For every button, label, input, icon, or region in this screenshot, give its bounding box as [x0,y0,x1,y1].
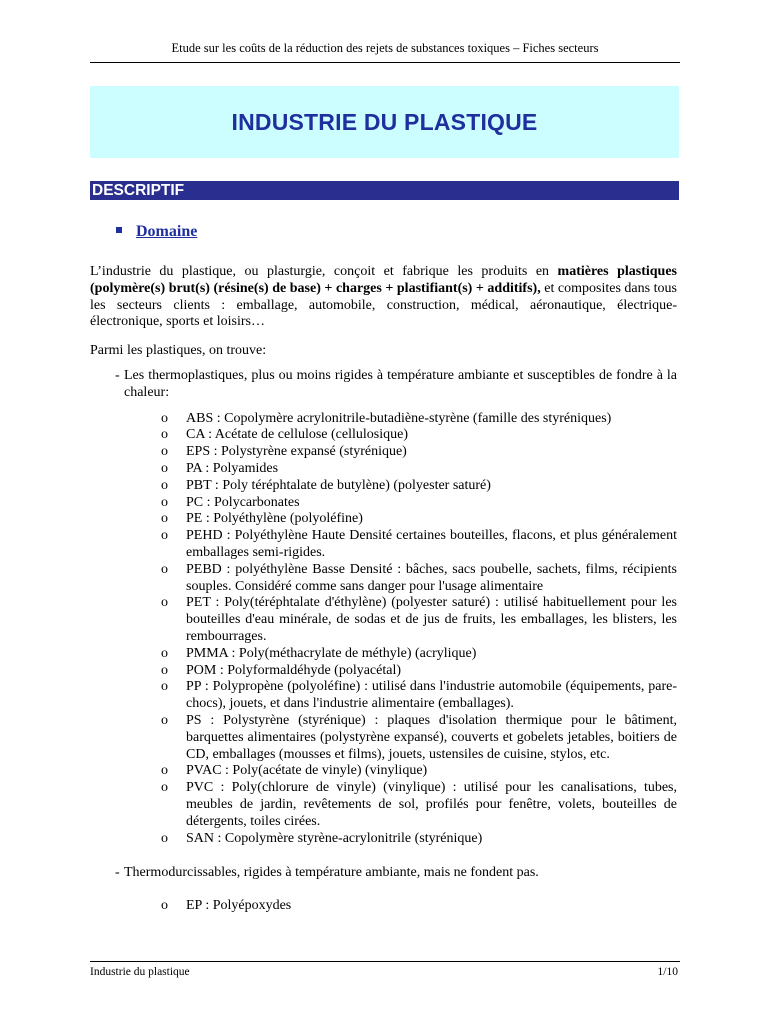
list-item [90,444,677,461]
circle-bullet-icon: o [161,830,168,846]
list-item-text: PA : Polyamides [186,460,279,476]
list-item-text: PEBD : polyéthylène Basse Densité : bâches, sacs poubelle, sachets, films, récipients souples. Considéré comme sans danger pour l'usage alimentaire [186,561,677,594]
thermoplastiques-list [90,411,677,848]
circle-bullet-icon: o [161,410,168,426]
intro-paragraph [90,264,677,331]
list-intro: Parmi les plastiques, on trouve: [90,343,267,359]
header-divider [90,62,680,63]
intro-text-2: et composites dans tous les secteurs clients : emballage, automobile, construction, médical, aéronautique, électrique-électronique, sports et loisirs… [90,280,677,330]
list-item-text: PE : Polyéthylène (polyoléfine) [186,511,363,527]
list-item [90,495,677,512]
circle-bullet-icon: o [161,460,168,476]
dash-marker: - [115,865,120,881]
footer-title: Industrie du plastique [90,966,190,978]
page-title: INDUSTRIE DU PLASTIQUE [231,108,538,135]
circle-bullet-icon: o [161,595,168,611]
circle-bullet-icon: o [161,763,168,779]
list-item-text: EP : Polyépoxydes [186,898,292,914]
list-item-text: POM : Polyformaldéhyde (polyacétal) [186,662,402,678]
intro-bold: matières plastiques (polymère(s) brut(s) (résine(s) de base) + charges + plastifiant(s) + additifs), [90,264,677,296]
list-item [90,528,677,562]
list-item [90,478,677,495]
list-item-text: PEHD : Polyéthylène Haute Densité certaines bouteilles, flacons, et plus généralement emballages semi-rigides. [186,528,677,560]
list-item [90,663,677,680]
list-item [90,780,677,830]
list-item [90,713,677,763]
circle-bullet-icon: o [161,427,168,443]
circle-bullet-icon: o [161,645,168,661]
thermoplastiques-item [90,368,677,402]
body-content [90,264,677,915]
thermodurcissables-text: Thermodurcissables, rigides à température ambiante, mais ne fondent pas. [124,865,539,881]
circle-bullet-icon: o [161,780,168,796]
list-item-text: PVAC : Poly(acétate de vinyle) (vinylique) [186,763,428,779]
square-bullet-icon [116,227,122,233]
circle-bullet-icon: o [161,494,168,510]
circle-bullet-icon: o [161,898,168,914]
list-item [90,831,677,848]
circle-bullet-icon: o [161,712,168,728]
subheading-label: Domaine [136,223,198,240]
list-item [90,427,677,444]
running-header: Etude sur les coûts de la réduction des rejets de substances toxiques – Fiches secteurs [171,41,599,55]
dash-marker: - [115,367,120,383]
circle-bullet-icon: o [161,662,168,678]
list-item-text: PP : Polypropène (polyoléfine) : utilisé dans l'industrie automobile (équipements, pare-chocs), jouets, et dans l'industrie alimentaire (emballages). [186,679,677,712]
thermodurcissables-item [90,865,677,882]
circle-bullet-icon: o [161,477,168,493]
intro-text-1: L’industrie du plastique, ou plasturgie, conçoit et fabrique les produits en [90,264,558,279]
list-item [90,461,677,478]
thermoplastiques-text: Les thermoplastiques, plus ou moins rigides à température ambiante et susceptibles de fondre à la chaleur: [124,367,677,400]
list-item-text: PS : Polystyrène (styrénique) : plaques d'isolation thermique pour le bâtiment, barquettes alimentaires (polystyrène expansé), couverts et gobelets jetables, boitiers de CD, emballages (mousses et films), jouets, ustensiles de cuisine, stylos, etc. [186,712,677,762]
list-item-text: EPS : Polystyrène expansé (styrénique) [186,444,407,460]
page-number: 1/10 [657,966,678,978]
circle-bullet-icon: o [161,561,168,577]
list-item [90,411,677,428]
list-item [90,679,677,713]
circle-bullet-icon: o [161,444,168,460]
list-item-text: PBT : Poly téréphtalate de butylène) (polyester saturé) [186,477,491,493]
section-heading: DESCRIPTIF [90,181,679,200]
list-item-text: SAN : Copolymère styrène-acrylonitrile (styrénique) [186,830,483,846]
thermodurcissables-list [90,898,677,915]
list-item [90,562,677,596]
list-item-text: PET : Poly(téréphtalate d'éthylène) (polyester saturé) : utilisé habituellement pour les bouteilles d'eau minérale, de sodas et de jus de fruits, les emballages, les blisters, les rembourrages. [186,595,677,644]
list-item-text: PC : Polycarbonates [186,494,300,510]
circle-bullet-icon: o [161,679,168,695]
list-item [90,898,677,915]
title-banner [90,86,679,158]
list-item [90,763,677,780]
subheading [116,223,197,241]
list-item-text: PMMA : Poly(méthacrylate de méthyle) (acrylique) [186,645,477,661]
footer-divider [90,961,680,962]
list-item-text: PVC : Poly(chlorure de vinyle) (vinylique) : utilisé pour les canalisations, tubes, meubles de jardin, revêtements de sol, profilés pour fenêtre, volets, bouteilles de détergents, toiles cirées. [186,780,677,829]
list-item-text: CA : Acétate de cellulose (cellulosique) [186,427,408,443]
circle-bullet-icon: o [161,528,168,544]
list-item [90,511,677,528]
list-item [90,595,677,645]
list-item-text: ABS : Copolymère acrylonitrile-butadiène-styrène (famille des styréniques) [186,410,612,426]
list-item [90,646,677,663]
circle-bullet-icon: o [161,511,168,527]
